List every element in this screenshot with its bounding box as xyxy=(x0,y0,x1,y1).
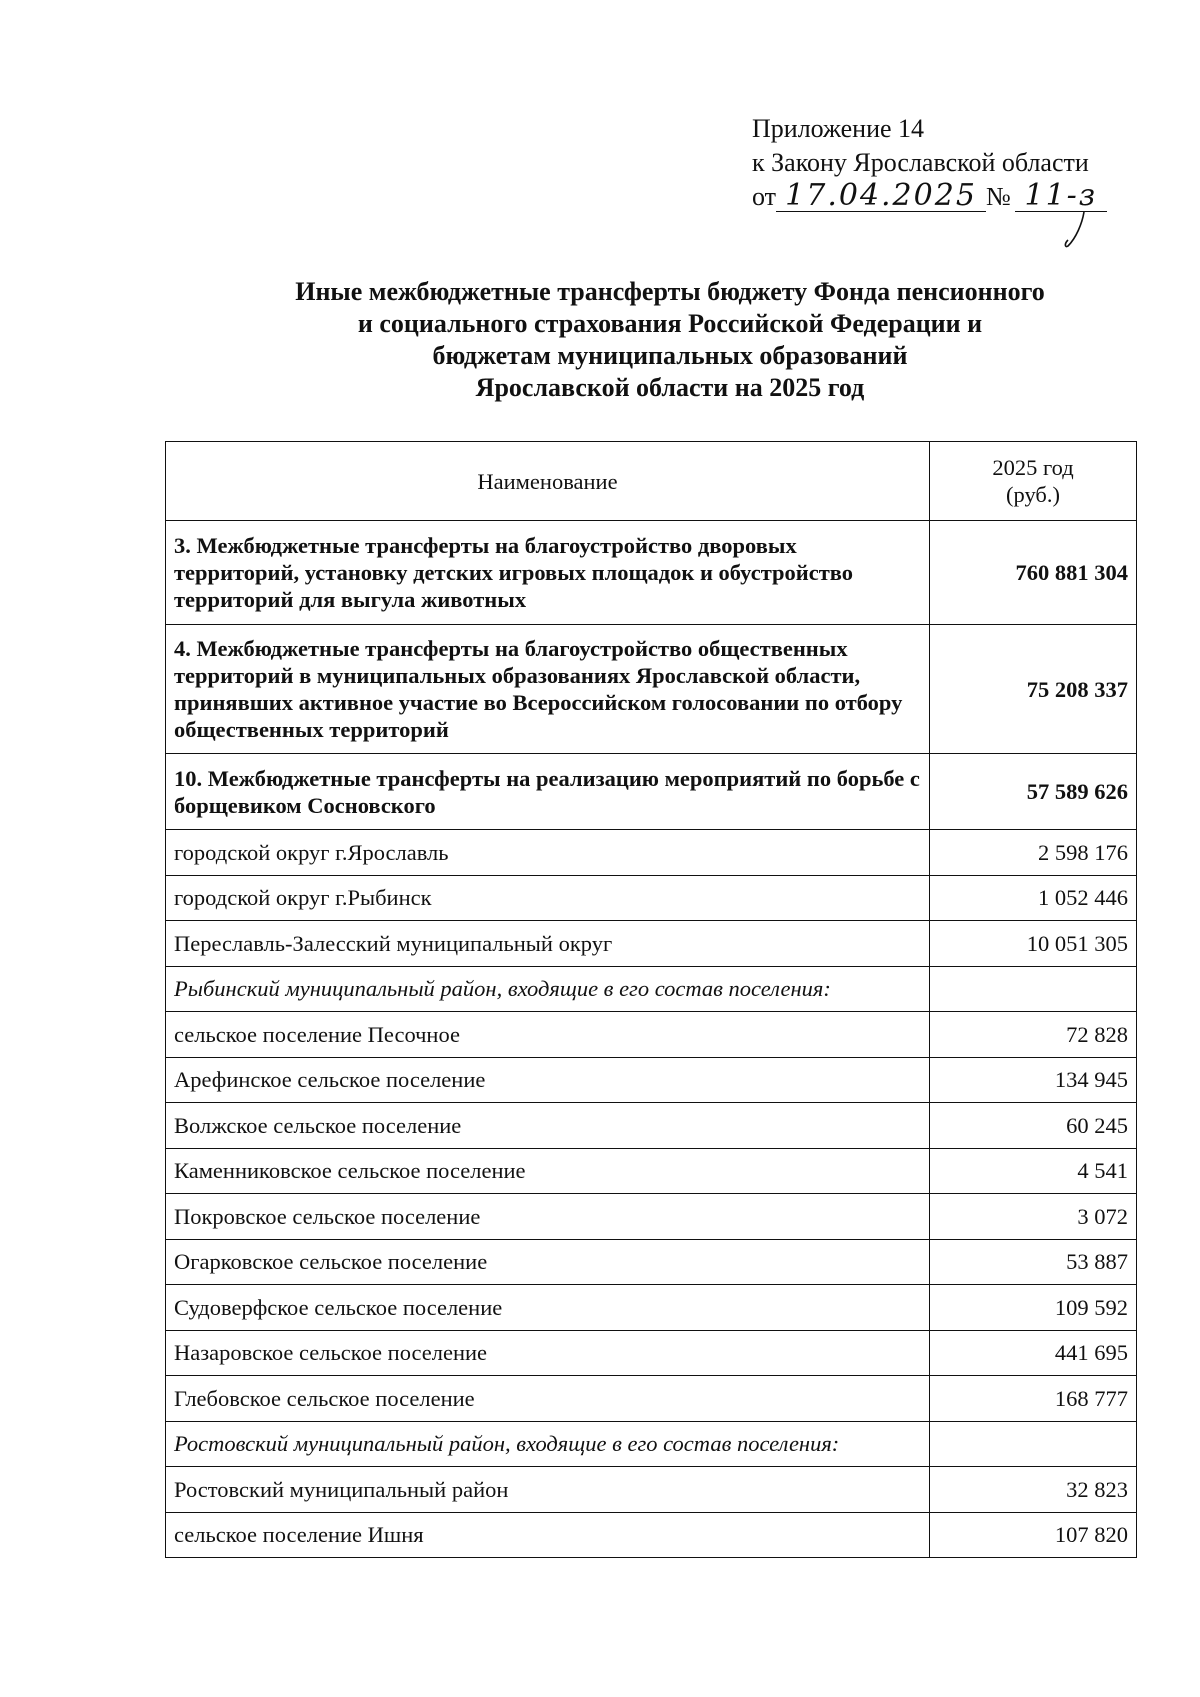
row-value: 32 823 xyxy=(930,1467,1137,1513)
row-name: городской округ г.Рыбинск xyxy=(166,875,930,921)
row-value: 4 541 xyxy=(930,1148,1137,1194)
row-value: 10 051 305 xyxy=(930,921,1137,967)
row-name: 10. Межбюджетные трансферты на реализацию мероприятий по борьбе с борщевиком Сосновского xyxy=(166,754,930,830)
row-name: Волжское сельское поселение xyxy=(166,1103,930,1149)
row-name: Ростовский муниципальный район xyxy=(166,1467,930,1513)
table-row xyxy=(166,1148,1137,1194)
row-name: городской округ г.Ярославль xyxy=(166,830,930,876)
row-name: Судоверфское сельское поселение xyxy=(166,1285,930,1331)
number-sign: № xyxy=(986,182,1011,211)
row-name: Огарковское сельское поселение xyxy=(166,1239,930,1285)
table-row xyxy=(166,875,1137,921)
table-row xyxy=(166,1194,1137,1240)
row-value: 3 072 xyxy=(930,1194,1137,1240)
header-year-label: 2025 год xyxy=(992,455,1074,480)
title-line-1: Иные межбюджетные трансферты бюджету Фонда пенсионного xyxy=(295,277,1045,306)
title-line-4: Ярославской области на 2025 год xyxy=(475,373,865,402)
table-row xyxy=(166,754,1137,830)
row-value: 75 208 337 xyxy=(930,625,1137,754)
row-name: 4. Межбюджетные трансферты на благоустройство общественных территорий в муниципальных образованиях Ярославской области, принявших активное участие во Всероссийском голосовании по отбору общественных территорий xyxy=(166,625,930,754)
title-line-3: бюджетам муниципальных образований xyxy=(432,341,908,370)
row-value: 107 820 xyxy=(930,1512,1137,1558)
row-value: 2 598 176 xyxy=(930,830,1137,876)
table-row xyxy=(166,1285,1137,1331)
row-value: 441 695 xyxy=(930,1330,1137,1376)
table-row-subheading xyxy=(166,966,1137,1012)
table-row xyxy=(166,921,1137,967)
table-header-row xyxy=(166,442,1137,521)
row-name: Назаровское сельское поселение xyxy=(166,1330,930,1376)
row-name: сельское поселение Ишня xyxy=(166,1512,930,1558)
row-value: 57 589 626 xyxy=(930,754,1137,830)
row-value: 53 887 xyxy=(930,1239,1137,1285)
table-row xyxy=(166,1330,1137,1376)
table-row-subheading xyxy=(166,1421,1137,1467)
row-value: 134 945 xyxy=(930,1057,1137,1103)
appendix-block xyxy=(752,112,1107,214)
row-name: Ростовский муниципальный район, входящие в его состав поселения: xyxy=(166,1421,930,1467)
row-value xyxy=(930,966,1137,1012)
row-value: 109 592 xyxy=(930,1285,1137,1331)
appendix-line-2: к Закону Ярославской области xyxy=(752,148,1089,177)
row-value: 60 245 xyxy=(930,1103,1137,1149)
row-name: Переславль-Залесский муниципальный округ xyxy=(166,921,930,967)
title-line-2: и социального страхования Российской Федерации и xyxy=(357,309,983,338)
appendix-from-label: от xyxy=(752,182,777,211)
table-row xyxy=(166,1239,1137,1285)
handwritten-number: 11-з xyxy=(1015,181,1107,212)
table-row xyxy=(166,1512,1137,1558)
row-name: Глебовское сельское поселение xyxy=(166,1376,930,1422)
table-row xyxy=(166,1057,1137,1103)
table-row xyxy=(166,1376,1137,1422)
appendix-date-number xyxy=(752,180,1107,214)
row-name: Рыбинский муниципальный район, входящие в его состав поселения: xyxy=(166,966,930,1012)
row-name: Покровское сельское поселение xyxy=(166,1194,930,1240)
transfers-table xyxy=(165,441,1137,1558)
appendix-line-1: Приложение 14 xyxy=(752,114,925,143)
handwritten-date: 17.04.2025 xyxy=(776,181,986,212)
pen-flourish-icon xyxy=(1062,210,1092,250)
row-name: Каменниковское сельское поселение xyxy=(166,1148,930,1194)
row-value: 168 777 xyxy=(930,1376,1137,1422)
row-value: 760 881 304 xyxy=(930,521,1137,625)
table-row xyxy=(166,521,1137,625)
table-row xyxy=(166,1467,1137,1513)
document-title xyxy=(160,276,1180,404)
table-row xyxy=(166,830,1137,876)
table-row xyxy=(166,625,1137,754)
row-name: сельское поселение Песочное xyxy=(166,1012,930,1058)
table-row xyxy=(166,1103,1137,1149)
row-value: 1 052 446 xyxy=(930,875,1137,921)
row-name: Арефинское сельское поселение xyxy=(166,1057,930,1103)
row-value xyxy=(930,1421,1137,1467)
table-row xyxy=(166,1012,1137,1058)
header-year xyxy=(930,442,1137,521)
row-value: 72 828 xyxy=(930,1012,1137,1058)
header-name: Наименование xyxy=(166,442,930,521)
header-unit: (руб.) xyxy=(1006,482,1060,507)
row-name: 3. Межбюджетные трансферты на благоустройство дворовых территорий, установку детских игровых площадок и обустройство территорий для выгула животных xyxy=(166,521,930,625)
